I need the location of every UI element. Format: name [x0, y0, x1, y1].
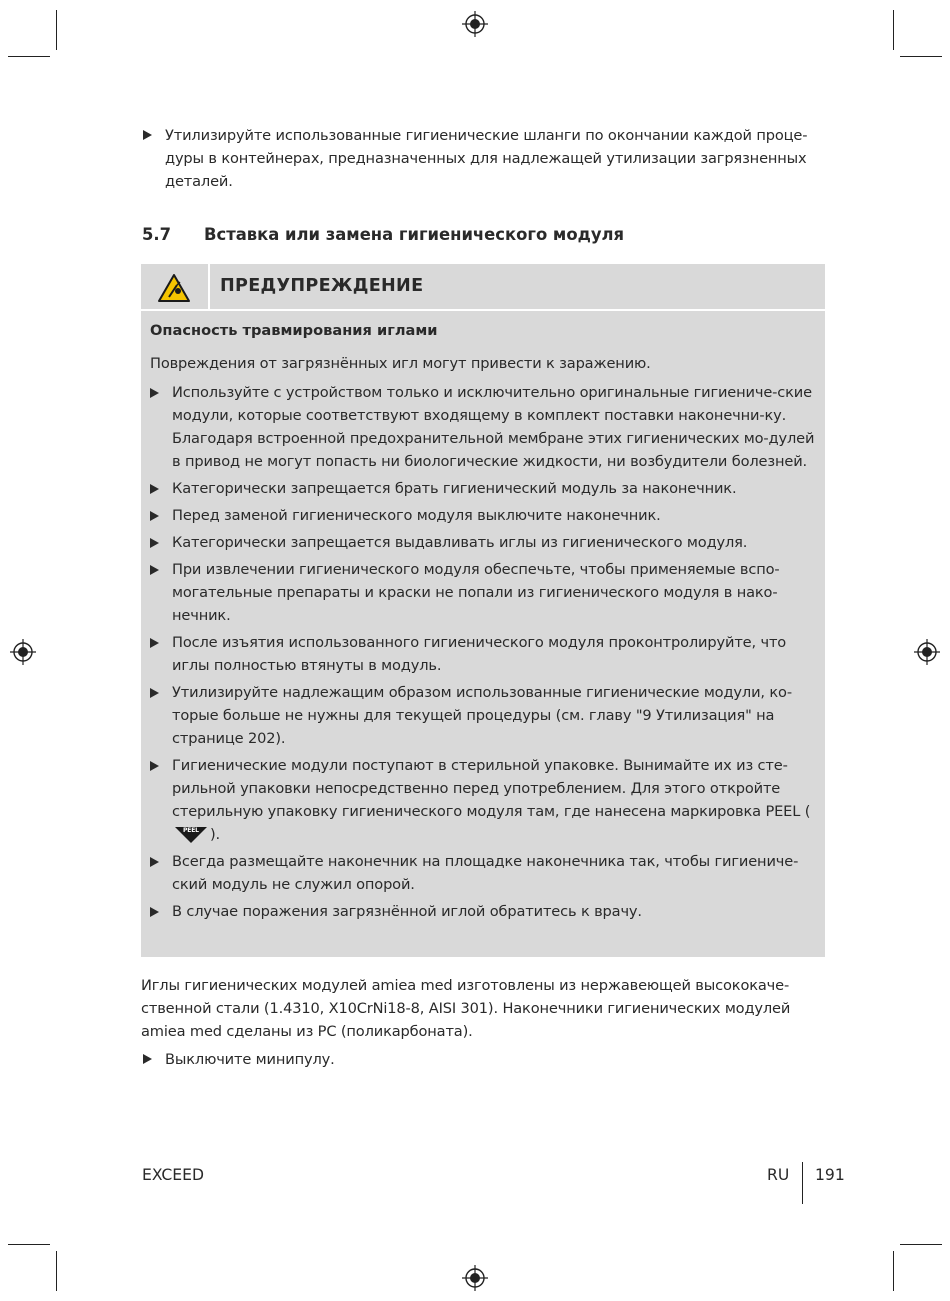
bullet-arrow-icon: [150, 484, 159, 494]
bullet-text: Выключите минипулу.: [165, 1051, 335, 1068]
crop-mark: [900, 56, 942, 57]
registration-mark-icon: [8, 637, 38, 667]
needle-hazard-icon: [157, 273, 191, 303]
list-item: Перед заменой гигиенического модуля выключите наконечник.: [150, 504, 818, 527]
bullet-arrow-icon: [150, 638, 159, 648]
crop-mark: [900, 1244, 942, 1245]
peel-badge-label: PEEL: [183, 827, 199, 834]
registration-mark-icon: [460, 1263, 490, 1293]
list-item: Используйте с устройством только и исключительно оригинальные гигиениче-ские модули, которые соответствуют входящему в комплект поставки наконечни-ку. Благодаря встроенной предохранительной мембране этих гигиенических мо-дулей в привод не могут попасть ни биологические жидкости, ни возбудители болезней.: [150, 381, 818, 473]
bullet-arrow-icon: [143, 1054, 152, 1064]
bullet-arrow-icon: [150, 565, 159, 575]
warning-list: [150, 381, 818, 927]
page-number: 191: [815, 1166, 845, 1184]
bullet-arrow-icon: [150, 388, 159, 398]
list-item-peel: Гигиенические модули поступают в стерильной упаковке. Вынимайте их из сте-рильной упаковки непосредственно перед употреблением. Для этого откройте стерильную упаковку гигиенического модуля там, где нанесена маркировка PEEL ( PEEL ).: [150, 754, 818, 846]
warning-icon-cell: [141, 264, 210, 309]
list-item: После изъятия использованного гигиенического модуля проконтролируйте, что иглы полностью втянуты в модуль.: [150, 631, 818, 677]
list-item: Категорически запрещается брать гигиенический модуль за наконечник.: [150, 477, 818, 500]
bullet-arrow-icon: [150, 761, 159, 771]
crop-mark: [56, 10, 57, 50]
crop-mark: [893, 1251, 894, 1291]
warning-box: [141, 264, 825, 957]
registration-mark-icon: [912, 637, 942, 667]
footer-product: EXCEED: [142, 1166, 205, 1184]
warning-title: ПРЕДУПРЕЖДЕНИЕ: [220, 276, 424, 296]
material-paragraph: Иглы гигиенических модулей amiea med изготовлены из нержавеющей высококаче-ственной стали (1.4310, X10CrNi18-8, AISI 301). Наконечники гигиенических модулей amiea med сделаны из PC (поликарбоната).: [141, 977, 791, 1040]
list-item: При извлечении гигиенического модуля обеспечьте, чтобы применяемые вспо-могательные препараты и краски не попали из гигиенического модуля в нако-нечник.: [150, 558, 818, 627]
hazard-intro: Повреждения от загрязнённых игл могут привести к заражению.: [150, 355, 651, 372]
switch-off-bullet: [143, 1048, 833, 1071]
section-heading: [142, 225, 624, 244]
bullet-arrow-icon: [150, 688, 159, 698]
bullet-arrow-icon: [143, 130, 152, 140]
list-item: Утилизируйте надлежащим образом использованные гигиенические модули, ко-торые больше не нужны для текущей процедуры (см. главу "9 Утилизация" на странице 202).: [150, 681, 818, 750]
footer-language: RU: [767, 1166, 790, 1184]
peel-marking-icon: [174, 826, 208, 844]
bullet-arrow-icon: [150, 857, 159, 867]
registration-mark-icon: [460, 9, 490, 39]
disposal-bullet: [143, 124, 833, 193]
bullet-arrow-icon: [150, 907, 159, 917]
warning-header: [141, 264, 825, 309]
list-item: Всегда размещайте наконечник на площадке наконечника так, чтобы гигиениче-ский модуль не служил опорой.: [150, 850, 818, 896]
bullet-text: Утилизируйте использованные гигиенические шланги по окончании каждой проце-дуры в контейнерах, предназначенных для надлежащей утилизации загрязненных деталей.: [165, 127, 808, 190]
hazard-title: Опасность травмирования иглами: [150, 322, 438, 339]
section-title: Вставка или замена гигиенического модуля: [204, 225, 625, 244]
section-number: 5.7: [142, 225, 172, 244]
footer-separator: [802, 1162, 803, 1204]
crop-mark: [8, 56, 50, 57]
list-item: В случае поражения загрязнённой иглой обратитесь к врачу.: [150, 900, 818, 923]
crop-mark: [893, 10, 894, 50]
list-item: Категорически запрещается выдавливать иглы из гигиенического модуля.: [150, 531, 818, 554]
crop-mark: [56, 1251, 57, 1291]
bullet-arrow-icon: [150, 511, 159, 521]
crop-mark: [8, 1244, 50, 1245]
bullet-arrow-icon: [150, 538, 159, 548]
divider: [141, 309, 825, 311]
